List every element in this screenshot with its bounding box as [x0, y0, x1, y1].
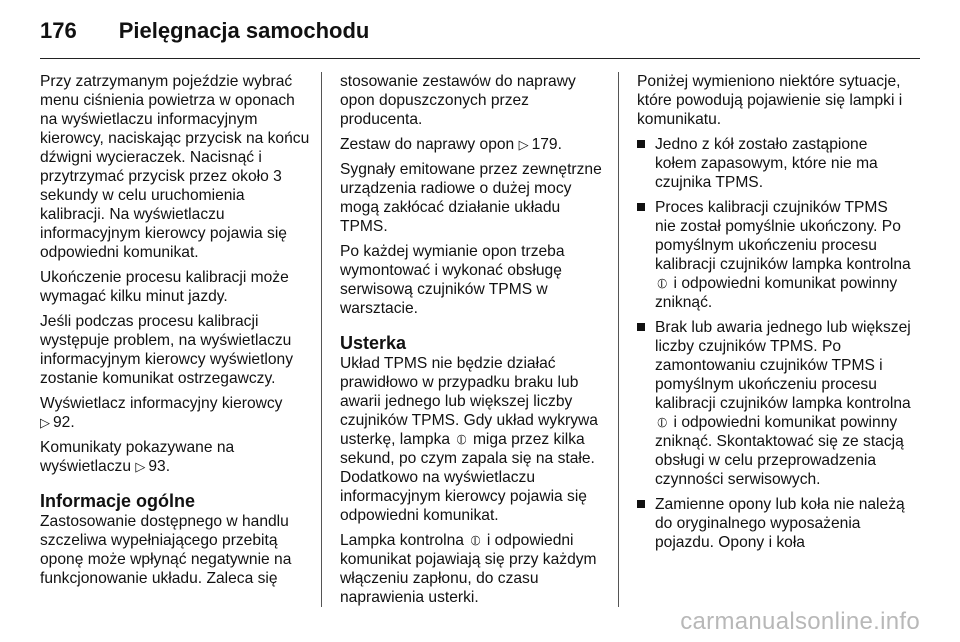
bullet-list: [637, 135, 912, 552]
list-item-text: Brak lub awaria jednego lub większej liczby czujników TPMS. Po zamontowaniu czujników TPMS i pomyślnym ukończeniu procesu kalibracji czujników lampka kontrolna: [655, 319, 911, 412]
paragraph: Jeśli podczas procesu kalibracji występuje problem, na wyświetlaczu informacyjnym kierowcy wyświetlony zostanie komunikat ostrzegawczy.: [40, 313, 294, 387]
paragraph-with-reference: [40, 394, 310, 432]
column-1: [40, 72, 310, 594]
paragraph: Po każdej wymianie opon trzeba wymontować i wykonać obsługę serwisową czujników TPMS w warsztacie.: [340, 243, 565, 317]
square-bullet-icon: [637, 500, 645, 508]
paragraph-with-reference: [40, 438, 310, 476]
list-item-text: Jedno z kół zostało zastąpione kołem zapasowym, które nie ma czujnika TPMS.: [655, 136, 878, 191]
paragraph: Przy zatrzymanym pojeździe wybrać menu ciśnienia powietrza w oponach na wyświetlaczu informacyjnym kierowcy, naciskając przycisk na końcu dźwigni wycieraczek. Nacisnąć i przytrzymać przycisk przez około 3 sekundy w celu uruchomienia kalibracji. Na wyświetlaczu informacyjnym kierowcy pojawia się odpowiedni komunikat.: [40, 73, 310, 261]
paragraph: stosowanie zestawów do naprawy opon dopuszczonych przez producenta.: [340, 73, 576, 128]
page-reference-arrow-icon: ▷: [518, 137, 529, 152]
tpms-warning-icon: ⦶: [657, 414, 668, 430]
list-item: [637, 495, 912, 552]
paragraph: [340, 354, 610, 525]
section-heading: Informacje ogólne: [40, 491, 196, 511]
list-item: [637, 318, 912, 489]
paragraph-text: Komunikaty pokazywane na wyświetlaczu: [40, 439, 235, 475]
column-2: [340, 72, 610, 613]
paragraph-text: miga przez kilka sekund, po czym zapala się na stałe. Dodatkowo na wyświetlaczu informacyjnym kierowcy pojawia się odpowiedni komunikat.: [340, 431, 595, 524]
reference-page: 92.: [53, 414, 75, 431]
header-rule: [40, 58, 920, 59]
list-item-text: Zamienne opony lub koła nie należą do oryginalnego wyposażenia pojazdu. Opony i koła: [655, 496, 905, 551]
paragraph: Sygnały emitowane przez zewnętrzne urządzenia radiowe o dużej mocy mogą zakłócać działanie układu TPMS.: [340, 161, 602, 235]
page-header: [40, 18, 369, 48]
square-bullet-icon: [637, 323, 645, 331]
reference-page: 179.: [531, 136, 562, 153]
square-bullet-icon: [637, 140, 645, 148]
page-reference-link[interactable]: [135, 458, 170, 475]
list-item-text: Proces kalibracji czujników TPMS nie został pomyślnie ukończony. Po pomyślnym ukończeniu procesu kalibracji czujników lampka kontrolna: [655, 199, 911, 273]
column-3: [637, 72, 912, 558]
page-number: 176: [40, 18, 77, 43]
paragraph-with-reference: [340, 135, 610, 154]
page-reference-arrow-icon: ▷: [135, 459, 146, 474]
paragraph: Ukończenie procesu kalibracji może wymagać kilku minut jazdy.: [40, 269, 289, 305]
watermark: carmanualsonline.info: [680, 608, 920, 635]
tpms-warning-icon: ⦶: [657, 275, 668, 291]
paragraph-text: Układ TPMS nie będzie działać prawidłowo w przypadku braku lub awarii jednego lub większej liczby czujników TPMS. Gdy układ wykrywa usterkę, lampka: [340, 355, 598, 448]
paragraph-text: Lampka kontrolna: [340, 532, 464, 549]
paragraph: Poniżej wymieniono niektóre sytuacje, które powodują pojawienie się lampki i komunikatu.: [637, 73, 903, 128]
paragraph: Zastosowanie dostępnego w handlu szczeliwa wypełniającego przebitą oponę może wpłynąć negatywnie na funkcjonowanie układu. Zaleca się: [40, 513, 292, 587]
paragraph-text: i odpowiedni komunikat pojawiają się przy każdym włączeniu zapłonu, do czasu naprawienia usterki.: [340, 532, 597, 606]
chapter-title: Pielęgnacja samochodu: [118, 18, 370, 43]
section-heading: Usterka: [340, 333, 407, 353]
tpms-warning-icon: ⦶: [456, 431, 467, 447]
list-item-text: i odpowiedni komunikat powinny zniknąć. Skontaktować się ze stacją obsługi w celu przeprowadzenia czynności serwisowych.: [655, 414, 904, 488]
column-divider-1: [321, 72, 322, 607]
page-reference-arrow-icon: ▷: [40, 415, 50, 430]
list-item: [637, 198, 912, 312]
square-bullet-icon: [637, 203, 645, 211]
list-item: [637, 135, 912, 192]
column-divider-2: [618, 72, 619, 607]
reference-page: 93.: [148, 458, 171, 475]
paragraph-text: Zestaw do naprawy opon: [340, 136, 515, 153]
list-item-text: i odpowiedni komunikat powinny zniknąć.: [655, 275, 898, 311]
paragraph: [340, 531, 610, 607]
tpms-warning-icon: ⦶: [470, 532, 481, 548]
page-reference-link[interactable]: [40, 414, 75, 431]
page-reference-link[interactable]: [519, 136, 562, 153]
paragraph-text: Wyświetlacz informacyjny kierowcy: [40, 395, 283, 412]
